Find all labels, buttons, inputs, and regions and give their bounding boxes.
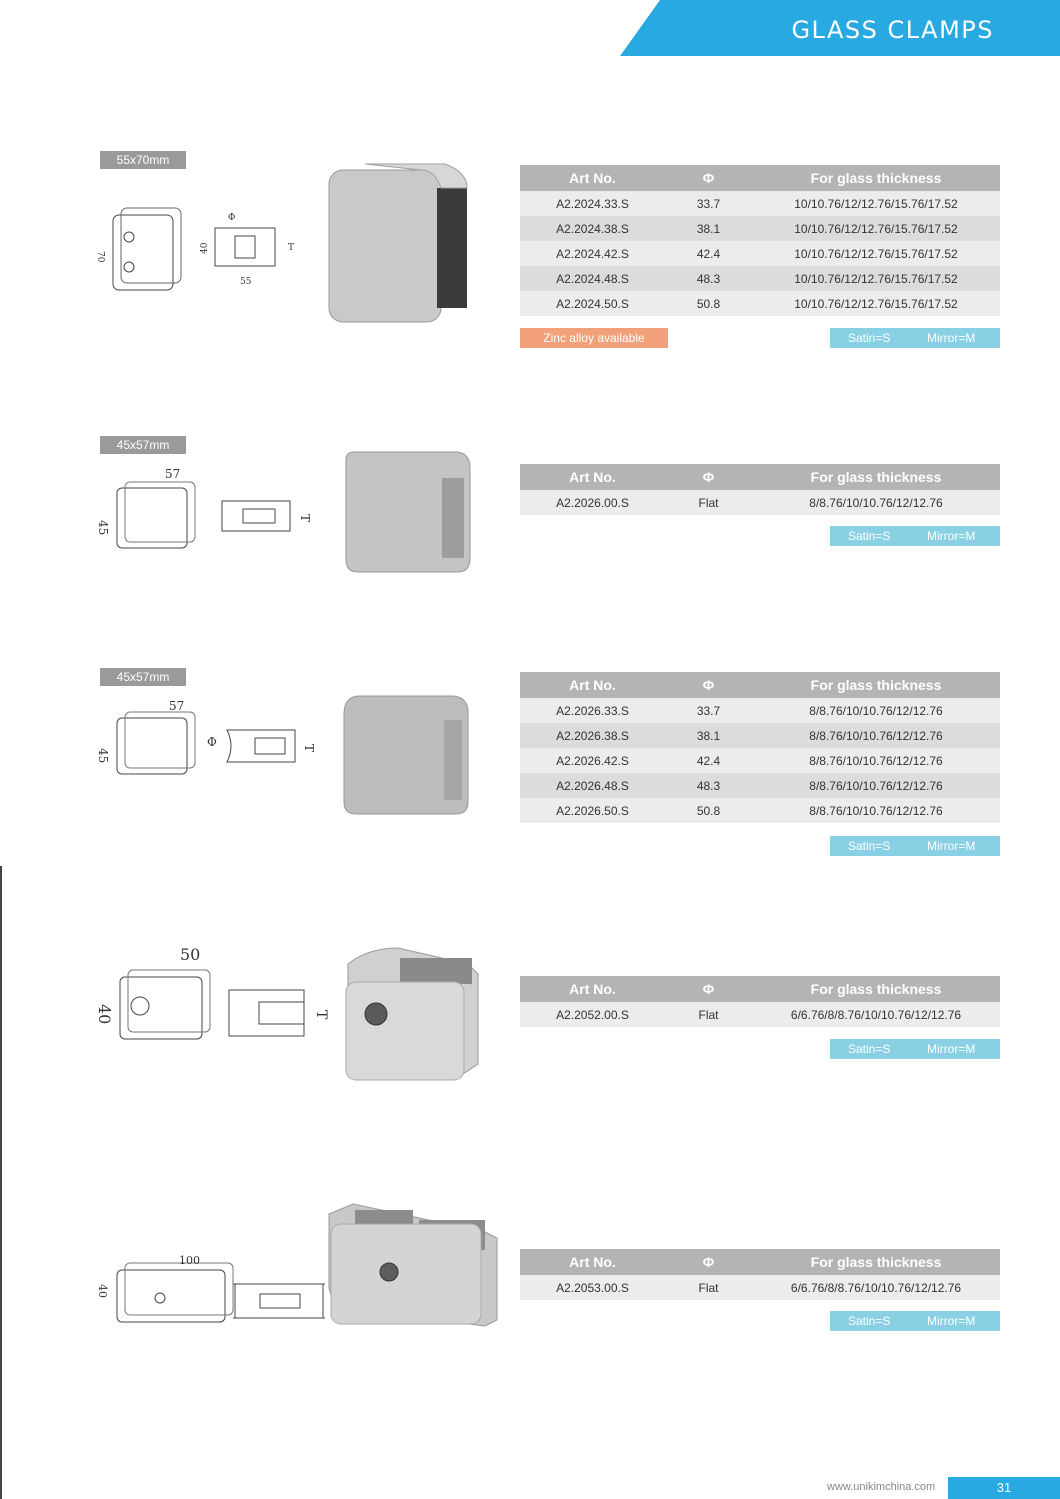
size-label: 45x57mm [100,668,186,686]
page-number: 31 [948,1477,1060,1499]
spec-table [520,464,1000,515]
size-label: 55x70mm [100,151,186,169]
header-phi: Φ [665,1249,752,1275]
dim-height: 45 [96,748,110,764]
header-phi: Φ [665,976,752,1002]
header-phi: Φ [665,672,752,698]
dim-width: 57 [165,467,181,481]
dim-height: 70 [95,251,105,263]
cell-art-no: A2.2024.33.S [520,191,665,216]
dim-width: 100 [179,1254,200,1267]
cell-phi: 48.3 [665,266,752,291]
product-photo [325,1198,503,1328]
table-row [520,1002,1000,1027]
cell-art-no: A2.2024.50.S [520,291,665,316]
cell-glass: 8/8.76/10/10.76/12/12.76 [752,698,1000,723]
table-row [520,748,1000,773]
technical-drawing [95,466,320,551]
dim-t: T [313,1010,329,1020]
finish-satin: Satin=S [848,331,891,345]
cell-phi: 42.4 [665,241,752,266]
finish-legend [830,328,1000,348]
header-art-no: Art No. [520,165,665,191]
table-row [520,191,1000,216]
cell-art-no: A2.2026.33.S [520,698,665,723]
cell-phi: Flat [665,1275,752,1300]
finish-satin: Satin=S [848,1314,891,1328]
technical-drawing [95,698,320,780]
header-glass-thickness: For glass thickness [752,464,1000,490]
table-row [520,1275,1000,1300]
product-photo [325,158,475,323]
dim-phi: Φ [207,735,217,749]
cell-art-no: A2.2026.00.S [520,490,665,515]
cell-phi: 38.1 [665,723,752,748]
table-header-row [520,1249,1000,1275]
finish-satin: Satin=S [848,1042,891,1056]
product-photo [336,690,478,820]
header-art-no: Art No. [520,672,665,698]
cell-glass: 10/10.76/12/12.76/15.76/17.52 [752,191,1000,216]
cell-phi: 50.8 [665,798,752,823]
cell-art-no: A2.2053.00.S [520,1275,665,1300]
technical-drawing [95,942,330,1047]
product-photo [338,448,478,578]
finish-legend [830,1311,1000,1331]
cell-art-no: A2.2024.48.S [520,266,665,291]
finish-mirror: Mirror=M [927,529,976,543]
footer-url: www.unikimchina.com [827,1481,936,1493]
cell-glass: 8/8.76/10/10.76/12/12.76 [752,748,1000,773]
table-row [520,291,1000,316]
header-glass-thickness: For glass thickness [752,672,1000,698]
dim-t: T [288,243,295,253]
finish-mirror: Mirror=M [927,331,976,345]
spec-table [520,1249,1000,1300]
header-glass-thickness: For glass thickness [752,1249,1000,1275]
cell-glass: 8/8.76/10/10.76/12/12.76 [752,490,1000,515]
cell-glass: 10/10.76/12/12.76/15.76/17.52 [752,241,1000,266]
dim-width: 57 [169,699,185,713]
table-row [520,241,1000,266]
cell-glass: 8/8.76/10/10.76/12/12.76 [752,773,1000,798]
header-glass-thickness: For glass thickness [752,165,1000,191]
header-art-no: Art No. [520,464,665,490]
header-art-no: Art No. [520,1249,665,1275]
technical-drawing [95,200,295,295]
size-label: 45x57mm [100,436,186,454]
spec-table [520,976,1000,1027]
dim-phi: Φ [228,213,236,223]
spec-table [520,165,1000,316]
cell-phi: 38.1 [665,216,752,241]
finish-mirror: Mirror=M [927,839,976,853]
spec-table [520,672,1000,823]
page-edge-rule [0,866,2,1499]
cell-glass: 10/10.76/12/12.76/15.76/17.52 [752,291,1000,316]
dim-width: 50 [180,945,201,964]
zinc-alloy-note: Zinc alloy available [520,328,668,348]
dim-depth: 40 [200,242,210,254]
finish-legend [830,1039,1000,1059]
dim-height: 45 [96,520,110,536]
cell-glass: 8/8.76/10/10.76/12/12.76 [752,723,1000,748]
finish-legend [830,836,1000,856]
dim-t: T [298,514,312,523]
header-art-no: Art No. [520,976,665,1002]
finish-satin: Satin=S [848,529,891,543]
cell-glass: 10/10.76/12/12.76/15.76/17.52 [752,216,1000,241]
dim-width: 55 [240,277,252,287]
cell-art-no: A2.2026.50.S [520,798,665,823]
header-glass-thickness: For glass thickness [752,976,1000,1002]
table-row [520,266,1000,291]
cell-phi: 50.8 [665,291,752,316]
table-row [520,798,1000,823]
cell-phi: 42.4 [665,748,752,773]
cell-glass: 8/8.76/10/10.76/12/12.76 [752,798,1000,823]
cell-art-no: A2.2024.42.S [520,241,665,266]
finish-satin: Satin=S [848,839,891,853]
finish-legend [830,526,1000,546]
dim-height: 40 [96,1284,109,1298]
table-row [520,698,1000,723]
cell-phi: 48.3 [665,773,752,798]
page-title: GLASS CLAMPS [791,16,994,44]
table-row [520,723,1000,748]
table-header-row [520,976,1000,1002]
table-row [520,216,1000,241]
cell-art-no: A2.2024.38.S [520,216,665,241]
finish-mirror: Mirror=M [927,1042,976,1056]
header-phi: Φ [665,464,752,490]
dim-t: T [302,744,316,753]
table-header-row [520,672,1000,698]
table-header-row [520,464,1000,490]
cell-phi: 33.7 [665,698,752,723]
cell-glass: 6/6.76/8/8.76/10/10.76/12/12.76 [752,1002,1000,1027]
cell-phi: Flat [665,1002,752,1027]
header-phi: Φ [665,165,752,191]
cell-glass: 10/10.76/12/12.76/15.76/17.52 [752,266,1000,291]
table-header-row [520,165,1000,191]
dim-height: 40 [95,1004,114,1025]
cell-art-no: A2.2052.00.S [520,1002,665,1027]
cell-phi: Flat [665,490,752,515]
table-row [520,773,1000,798]
product-photo [338,944,486,1084]
cell-phi: 33.7 [665,191,752,216]
cell-art-no: A2.2026.38.S [520,723,665,748]
cell-art-no: A2.2026.48.S [520,773,665,798]
cell-art-no: A2.2026.42.S [520,748,665,773]
table-row [520,490,1000,515]
finish-mirror: Mirror=M [927,1314,976,1328]
cell-glass: 6/6.76/8/8.76/10/10.76/12/12.76 [752,1275,1000,1300]
